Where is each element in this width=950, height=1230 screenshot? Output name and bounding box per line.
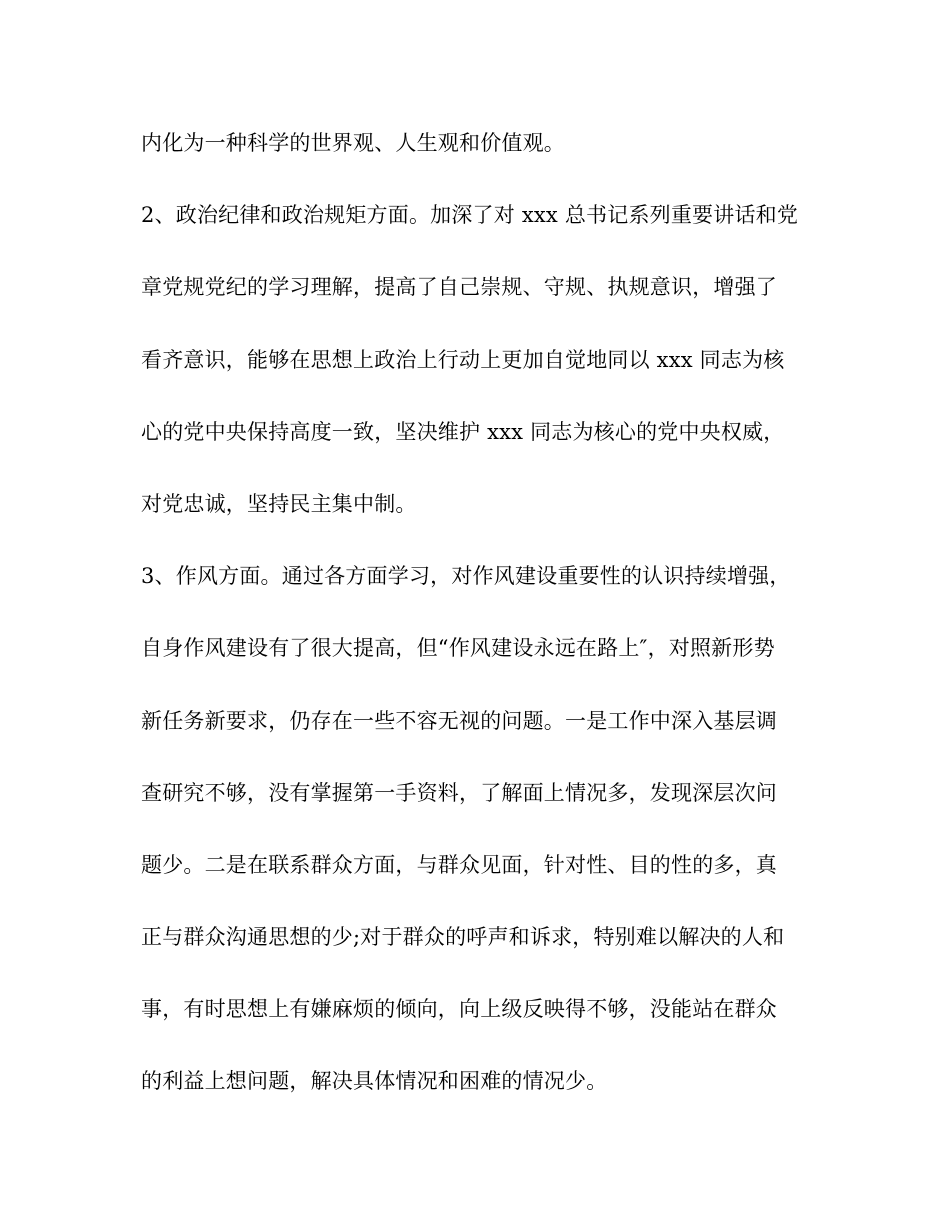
text-line: 事，有时思想上有嫌麻烦的倾向，向上级反映得不够，没能站在群众 <box>141 997 777 1022</box>
text-line: 章党规党纪的学习理解，提高了自己崇规、守规、执规意识，增强了 <box>141 275 777 300</box>
text-line: 3、作风方面。通过各方面学习，对作风建设重要性的认识持续增强， <box>141 564 791 589</box>
text-line: 的利益上想问题，解决具体情况和困难的情况少。 <box>141 1069 608 1094</box>
text-line: 题少。二是在联系群众方面，与群众见面，针对性、目的性的多，真 <box>141 852 777 877</box>
text-line: 内化为一种科学的世界观、人生观和价值观。 <box>141 131 565 155</box>
text-line: 查研究不够，没有掌握第一手资料，了解面上情况多，发现深层次问 <box>141 780 777 805</box>
text-line: 新任务新要求，仍存在一些不容无视的问题。一是工作中深入基层调 <box>141 708 777 733</box>
text-line: 2、政治纪律和政治规矩方面。加深了对 xxx 总书记系列重要讲话和党 <box>141 203 799 228</box>
text-line: 看齐意识，能够在思想上政治上行动上更加自觉地同以 xxx 同志为核 <box>141 347 785 372</box>
text-line: 正与群众沟通思想的少;对于群众的呼声和诉求，特别难以解决的人和 <box>141 925 785 950</box>
text-line: 心的党中央保持高度一致，坚决维护 xxx 同志为核心的党中央权威， <box>141 419 785 444</box>
text-line: 自身作风建设有了很大提高，但“作风建设永远在路上″，对照新形势 <box>141 636 775 661</box>
document-body <box>141 120 821 1131</box>
text-line: 对党忠诚，坚持民主集中制。 <box>141 491 417 516</box>
